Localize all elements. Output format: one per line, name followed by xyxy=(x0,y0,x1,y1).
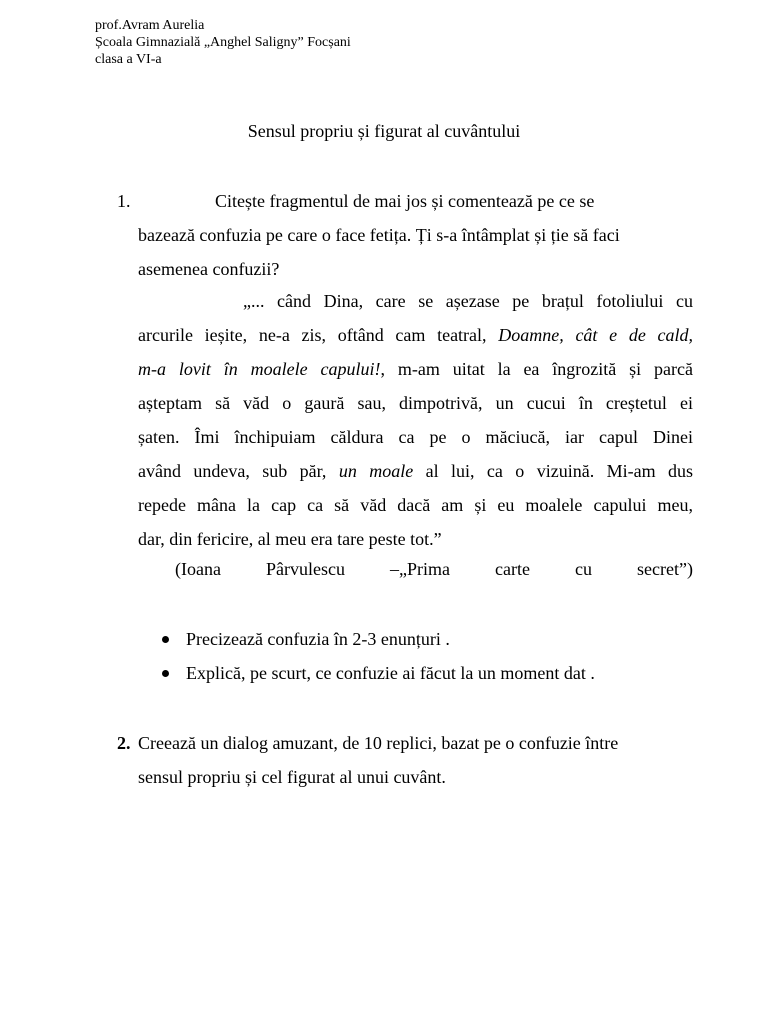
citation-word-3: –„Prima xyxy=(389,559,450,579)
question-2-number: 2. xyxy=(117,733,131,753)
quote-line-3 xyxy=(138,352,693,386)
quote-line-2-text: arcurile ieșite, ne-a zis, oftând cam teatral, xyxy=(138,325,499,345)
bullet-text: Explică, pe scurt, ce confuzie ai făcut la un moment dat . xyxy=(186,663,595,683)
bullet-icon xyxy=(162,670,169,677)
citation-word-2: Pârvulescu xyxy=(265,559,345,579)
quote-fragment xyxy=(138,284,693,556)
question-1-line-1: Citește fragmentul de mai jos și comentează pe ce se xyxy=(215,191,595,211)
page-title: Sensul propriu și figurat al cuvântului xyxy=(247,121,521,141)
question-1-number: 1. xyxy=(117,191,131,211)
question-1-body xyxy=(138,218,693,286)
school-name: Școala Gimnazială „Anghel Saligny” Focșani xyxy=(95,35,351,50)
question-1-line-3: asemenea confuzii? xyxy=(138,259,280,279)
question-2-body xyxy=(138,726,698,794)
document-header xyxy=(95,17,351,68)
citation-word-5: cu xyxy=(574,559,592,579)
quote-line-1: „... când Dina, care se așezase pe brațul fotoliului cu xyxy=(243,291,693,311)
list-item xyxy=(160,622,595,656)
citation-word-1: (Ioana xyxy=(175,559,221,579)
quote-line-6-text-b: al lui, ca o vizuină. Mi-am dus xyxy=(413,461,693,481)
question-2-line-2: sensul propriu și cel figurat al unui cuvânt. xyxy=(138,767,446,787)
quote-line-4: așteptam să văd o gaură sau, dimpotrivă, un cucui în creștetul ei xyxy=(138,393,693,413)
task-bullet-list xyxy=(160,622,595,690)
quote-line-6-text-a: având undeva, sub păr, xyxy=(138,461,339,481)
bullet-text: Precizează confuzia în 2-3 enunțuri . xyxy=(186,629,450,649)
question-2-line-1 xyxy=(138,726,698,760)
question-2-line-1-text: Creează un dialog amuzant, de 10 replici, bazat pe o confuzie între xyxy=(138,733,619,753)
quote-line-3-italic: m-a lovit în moalele capului! xyxy=(138,359,381,379)
question-1-line-2: bazează confuzia pe care o face fetița. Ți s-a întâmplat și ție să faci xyxy=(138,225,620,245)
bullet-icon xyxy=(162,636,169,643)
list-item xyxy=(160,656,595,690)
quote-citation xyxy=(175,552,693,586)
teacher-name: prof.Avram Aurelia xyxy=(95,18,205,33)
quote-line-2 xyxy=(138,318,693,352)
quote-line-2-italic: Doamne, cât e de cald, xyxy=(498,325,693,345)
quote-line-6 xyxy=(138,454,693,488)
quote-line-3-text: , m-am uitat la ea îngrozită și parcă xyxy=(380,359,694,379)
citation-word-4: carte xyxy=(495,559,530,579)
quote-line-5: șaten. Îmi închipuiam căldura ca pe o măciucă, iar capul Dinei xyxy=(138,427,693,447)
quote-line-6-italic: un moale xyxy=(338,461,414,481)
quote-line-7: repede mâna la cap ca să văd dacă am și eu moalele capului meu, xyxy=(138,495,693,515)
quote-line-8: dar, din fericire, al meu era tare peste tot.” xyxy=(138,529,442,549)
class-name: clasa a VI-a xyxy=(95,52,162,67)
citation-word-6: secret”) xyxy=(637,559,693,579)
